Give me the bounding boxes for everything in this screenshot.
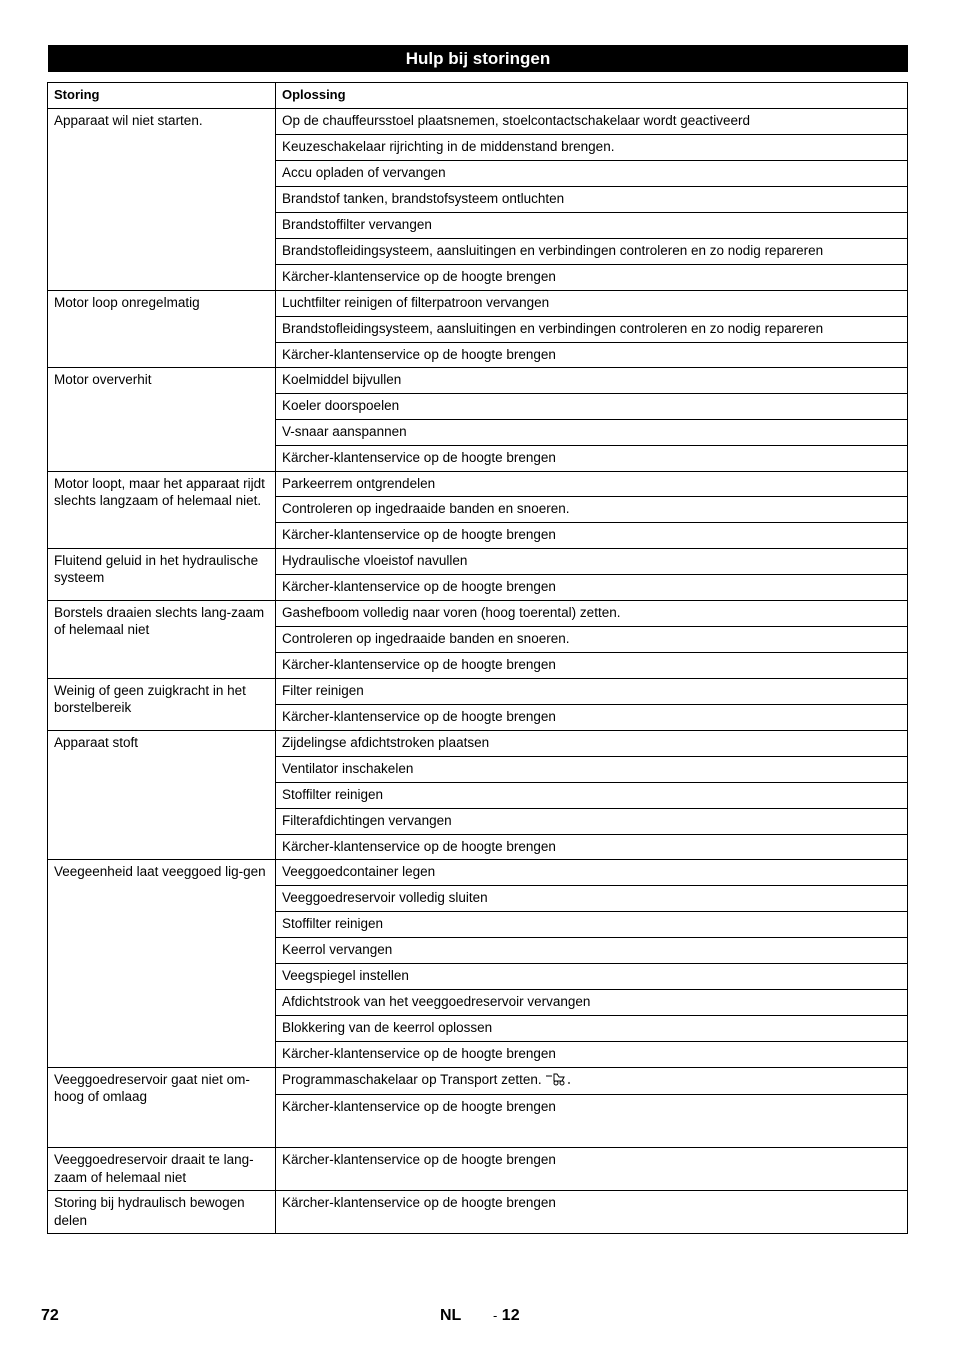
oplossing-cell	[276, 782, 908, 808]
oplossing-cell	[276, 860, 908, 886]
oplossing-cell	[276, 678, 908, 704]
oplossing-cell	[276, 1067, 908, 1095]
oplossing-text: Kärcher-klantenservice op de hoogte brengen	[282, 346, 556, 362]
oplossing-text: Kärcher-klantenservice op de hoogte brengen	[282, 450, 556, 465]
oplossing-text: Kärcher-klantenservice op de hoogte brengen	[282, 269, 556, 284]
storing-cell: Veeggoedreservoir gaat niet om-hoog of omlaag	[48, 1067, 276, 1148]
oplossing-text: Filterafdichtingen vervangen	[282, 812, 452, 828]
oplossing-cell	[276, 239, 908, 265]
table-row	[48, 860, 908, 886]
column-header-storing: Storing	[48, 83, 276, 109]
storing-cell: Motor oververhit	[48, 368, 276, 472]
oplossing-cell	[276, 161, 908, 187]
oplossing-cell	[276, 497, 908, 523]
language-code: NL	[440, 1307, 462, 1324]
oplossing-cell	[276, 964, 908, 990]
oplossing-cell	[276, 600, 908, 626]
oplossing-text: Brandstofleidingsysteem, aansluitingen en verbindingen controleren en zo nodig repareren	[282, 320, 824, 336]
oplossing-cell	[276, 1016, 908, 1042]
table-row	[48, 290, 908, 316]
oplossing-cell	[276, 886, 908, 912]
oplossing-text: Stoffilter reinigen	[282, 916, 384, 931]
page-number: 72	[41, 1307, 59, 1324]
storing-cell: Fluitend geluid in het hydraulische systeem	[48, 548, 276, 600]
oplossing-cell	[276, 938, 908, 964]
oplossing-cell	[276, 446, 908, 472]
oplossing-cell	[276, 420, 908, 446]
oplossing-cell	[276, 912, 908, 938]
oplossing-cell	[276, 394, 908, 420]
oplossing-text: Accu opladen of vervangen	[282, 165, 446, 180]
oplossing-text: Op de chauffeursstoel plaatsnemen, stoelcontactschakelaar wordt geactiveerd	[282, 113, 751, 128]
oplossing-cell	[276, 135, 908, 161]
oplossing-text: Koeler doorspoelen	[282, 398, 400, 413]
column-header-oplossing: Oplossing	[276, 83, 908, 109]
oplossing-text: Kärcher-klantenservice op de hoogte brengen	[282, 527, 556, 542]
oplossing-text: Kärcher-klantenservice op de hoogte brengen	[282, 1195, 556, 1210]
oplossing-cell	[276, 187, 908, 213]
oplossing-text: Koelmiddel bijvullen	[282, 372, 402, 387]
oplossing-text: Programmaschakelaar op Transport zetten.	[282, 1071, 542, 1087]
oplossing-cell	[276, 626, 908, 652]
oplossing-text: Kärcher-klantenservice op de hoogte brengen	[282, 1046, 556, 1061]
oplossing-cell	[276, 523, 908, 549]
page-dash: -	[493, 1308, 498, 1323]
oplossing-text: Veeggoedreservoir volledig sluiten	[282, 890, 488, 905]
oplossing-cell	[276, 990, 908, 1016]
troubleshooting-table	[47, 82, 908, 1234]
oplossing-text: Kärcher-klantenservice op de hoogte brengen	[282, 1099, 556, 1114]
oplossing-text: Kärcher-klantenservice op de hoogte brengen	[282, 708, 556, 724]
oplossing-text: Kärcher-klantenservice op de hoogte brengen	[282, 656, 556, 672]
oplossing-cell	[276, 834, 908, 860]
table-row	[48, 730, 908, 756]
oplossing-cell	[276, 290, 908, 316]
oplossing-cell	[276, 652, 908, 678]
oplossing-text: Filter reinigen	[282, 682, 364, 698]
oplossing-text: Blokkering van de keerrol oplossen	[282, 1020, 493, 1035]
table-row	[48, 109, 908, 135]
oplossing-text: Kärcher-klantenservice op de hoogte brengen	[282, 1152, 556, 1167]
sub-page-number	[493, 1307, 520, 1325]
transport-mode-icon	[545, 1072, 571, 1091]
storing-cell: Apparaat stoft	[48, 730, 276, 860]
oplossing-text: Brandstofleidingsysteem, aansluitingen en verbindingen controleren en zo nodig repareren	[282, 243, 824, 258]
table-row	[48, 1067, 908, 1095]
oplossing-cell	[276, 471, 908, 497]
oplossing-text: Veeggoedcontainer legen	[282, 864, 436, 879]
oplossing-cell	[276, 1095, 908, 1148]
oplossing-text: Hydraulische vloeistof navullen	[282, 552, 468, 568]
page-title: Hulp bij storingen	[48, 45, 908, 72]
oplossing-cell	[276, 265, 908, 291]
sub-page-value: 12	[501, 1307, 520, 1324]
oplossing-cell	[276, 368, 908, 394]
storing-cell: Borstels draaien slechts lang-zaam of helemaal niet	[48, 600, 276, 678]
oplossing-cell	[276, 109, 908, 135]
oplossing-text: Brandstoffilter vervangen	[282, 217, 432, 232]
table-row	[48, 471, 908, 497]
storing-cell: Motor loop onregelmatig	[48, 290, 276, 368]
oplossing-text: Stoffilter reinigen	[282, 786, 384, 802]
storing-cell: Veegeenheid laat veeggoed lig-gen	[48, 860, 276, 1068]
table-row	[48, 368, 908, 394]
oplossing-text: V-snaar aanspannen	[282, 424, 407, 439]
table-header-row	[48, 83, 908, 109]
oplossing-text: Luchtfilter reinigen of filterpatroon vervangen	[282, 294, 550, 310]
table-row	[48, 600, 908, 626]
table-row	[48, 1148, 908, 1191]
oplossing-cell	[276, 704, 908, 730]
storing-cell: Storing bij hydraulisch bewogen delen	[48, 1191, 276, 1234]
oplossing-text: Keuzeschakelaar rijrichting in de middenstand brengen.	[282, 139, 615, 154]
oplossing-cell	[276, 548, 908, 574]
oplossing-cell	[276, 1042, 908, 1068]
oplossing-cell	[276, 1191, 908, 1234]
oplossing-cell	[276, 574, 908, 600]
storing-cell: Motor loopt, maar het apparaat rijdt slechts langzaam of helemaal niet.	[48, 471, 276, 548]
table-body	[48, 109, 908, 1234]
oplossing-text: Veegspiegel instellen	[282, 968, 409, 983]
table-row	[48, 548, 908, 574]
oplossing-text: Controleren op ingedraaide banden en snoeren.	[282, 501, 570, 516]
oplossing-cell	[276, 730, 908, 756]
table-row	[48, 1191, 908, 1234]
oplossing-text: Controleren op ingedraaide banden en snoeren.	[282, 630, 570, 646]
oplossing-cell	[276, 316, 908, 342]
storing-cell: Apparaat wil niet starten.	[48, 109, 276, 291]
oplossing-text: Ventilator inschakelen	[282, 760, 414, 776]
oplossing-cell	[276, 756, 908, 782]
oplossing-cell	[276, 342, 908, 368]
table-row	[48, 678, 908, 704]
oplossing-text: Afdichtstrook van het veeggoedreservoir vervangen	[282, 994, 591, 1009]
oplossing-text: Keerrol vervangen	[282, 942, 393, 957]
oplossing-text: Zijdelingse afdichtstroken plaatsen	[282, 734, 490, 750]
storing-cell: Weinig of geen zuigkracht in het borstelbereik	[48, 678, 276, 730]
oplossing-cell	[276, 808, 908, 834]
oplossing-text: Kärcher-klantenservice op de hoogte brengen	[282, 838, 556, 854]
storing-cell: Veeggoedreservoir draait te lang-zaam of helemaal niet	[48, 1148, 276, 1191]
oplossing-text: Brandstof tanken, brandstofsysteem ontluchten	[282, 191, 565, 206]
oplossing-cell	[276, 213, 908, 239]
oplossing-text: Gashefboom volledig naar voren (hoog toerental) zetten.	[282, 604, 621, 620]
oplossing-text: Parkeerrem ontgrendelen	[282, 475, 436, 491]
oplossing-cell	[276, 1148, 908, 1191]
oplossing-text: Kärcher-klantenservice op de hoogte brengen	[282, 578, 556, 594]
